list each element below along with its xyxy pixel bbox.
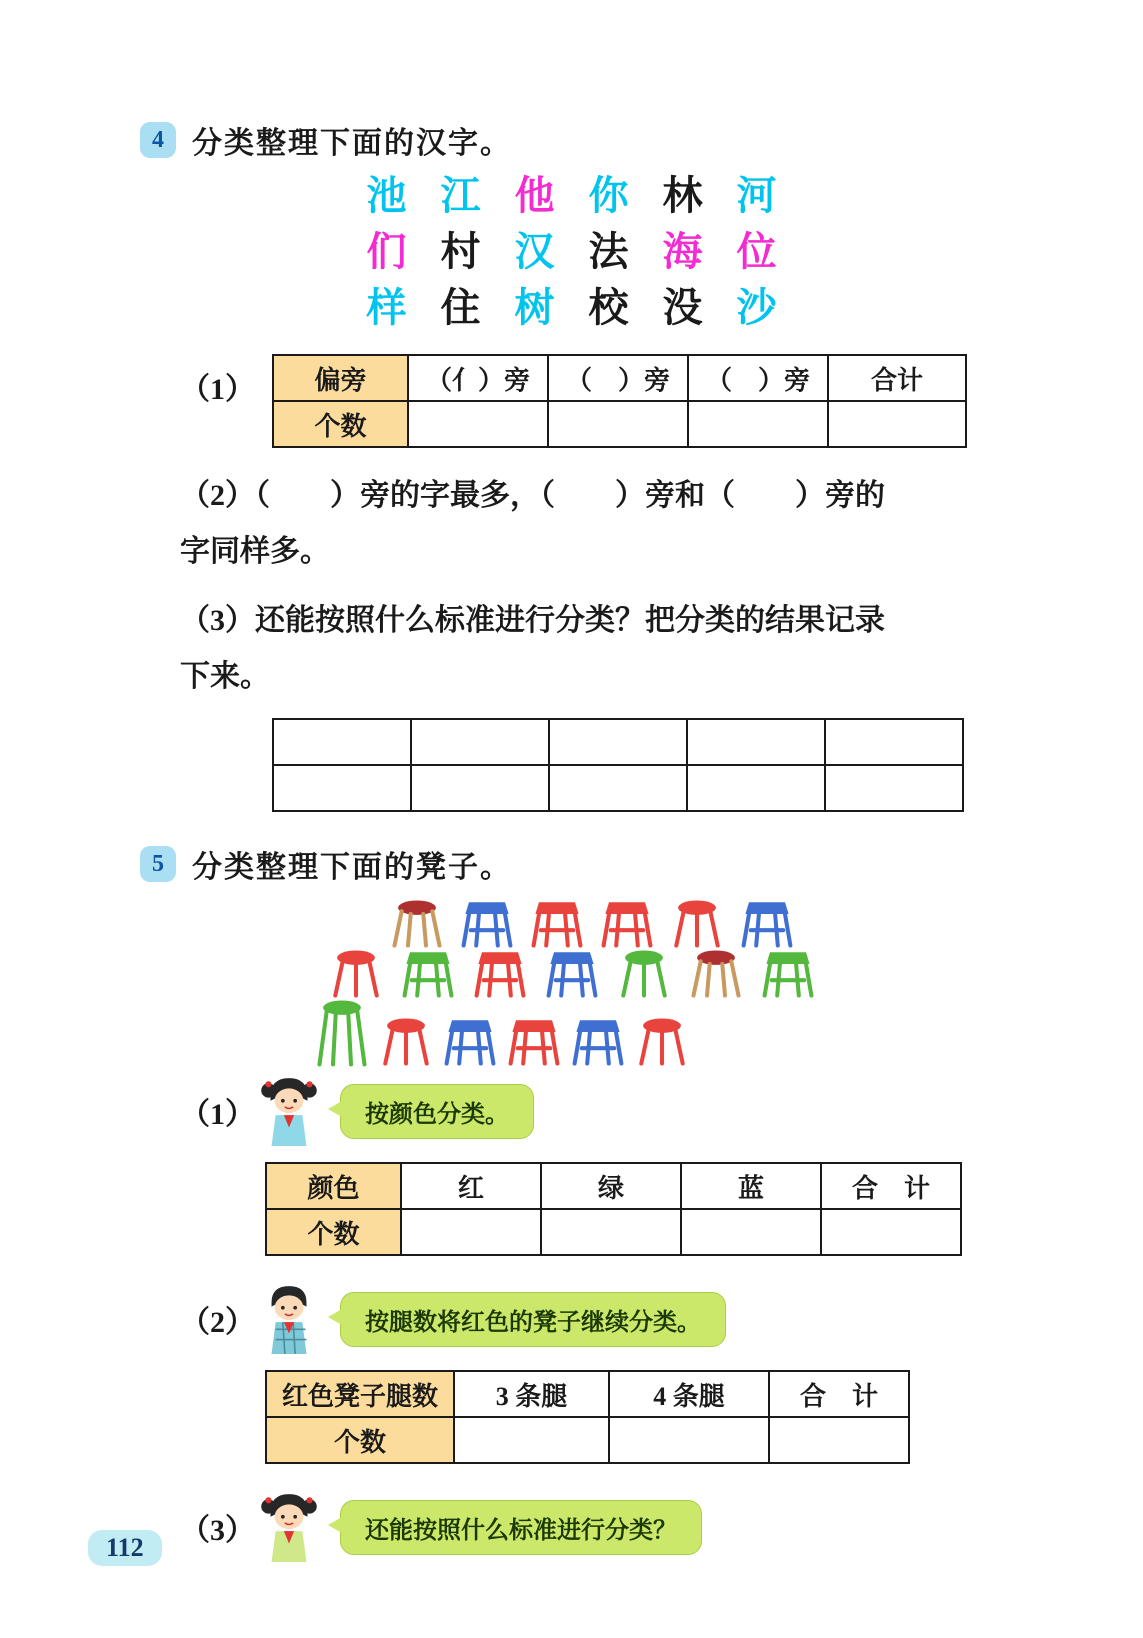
tan-stool-4-legs [689, 946, 743, 1000]
green-stool-4-legs [315, 996, 369, 1068]
table-empty-cell [609, 1417, 769, 1463]
table-header-cell: 合 计 [769, 1371, 909, 1417]
table-empty-cell [548, 401, 688, 447]
red-stool-4-legs [600, 896, 654, 950]
stool-row [70, 996, 933, 1068]
character-row [140, 172, 1003, 220]
q4-part2-line2: 字同样多。 [180, 534, 330, 568]
character: 没 [662, 285, 703, 330]
green-stool-3-legs [617, 946, 671, 1000]
q5-part1-label: （1） [180, 1098, 255, 1131]
blue-stool-4-legs [571, 1014, 625, 1068]
boy-avatar [258, 1282, 320, 1356]
table-header-cell: 合计 [828, 355, 966, 401]
question-5-title: 分类整理下面的凳子。 [192, 851, 512, 884]
blank-cell [411, 719, 549, 765]
table-empty-cell [828, 401, 966, 447]
question-5-header [140, 842, 1003, 886]
table-row-label: 个数 [266, 1209, 401, 1255]
table-header-cell: 3 条腿 [454, 1371, 609, 1417]
table-row-label: 个数 [266, 1417, 454, 1463]
table-empty-cell [401, 1209, 541, 1255]
blue-stool-4-legs [460, 896, 514, 950]
character: 沙 [736, 285, 777, 330]
table-empty-cell [408, 401, 548, 447]
blank-cell [825, 719, 963, 765]
table-empty-cell [821, 1209, 961, 1255]
character: 林 [662, 173, 703, 218]
question-5-badge: 5 [140, 846, 176, 882]
table-header-cell: 绿 [541, 1163, 681, 1209]
stool-row [140, 946, 1003, 1000]
character: 你 [588, 173, 629, 218]
table-header-cell: 4 条腿 [609, 1371, 769, 1417]
table-header-cell: 偏旁 [273, 355, 408, 401]
character: 位 [736, 229, 777, 274]
blue-stool-4-legs [740, 896, 794, 950]
q4-part2-line1: （ ）旁的字最多，（ ）旁和（ ）旁的 [255, 479, 885, 512]
character: 池 [366, 173, 407, 218]
tan-stool-4-legs [390, 896, 444, 950]
question-4-title: 分类整理下面的汉字。 [192, 127, 512, 160]
legs-table [265, 1370, 1003, 1464]
stool-illustration [140, 896, 1003, 1068]
girl-avatar [258, 1074, 320, 1148]
blank-cell [687, 719, 825, 765]
question-4-badge: 4 [140, 122, 176, 158]
blank-cell [549, 719, 687, 765]
table-header-cell: （ ）旁 [548, 355, 688, 401]
table-header-cell: （亻）旁 [408, 355, 548, 401]
red-stool-4-legs [507, 1014, 561, 1068]
q5-part3-row [180, 1490, 1003, 1564]
table-empty-cell [769, 1417, 909, 1463]
red-stool-4-legs [473, 946, 527, 1000]
q5-part1-row [180, 1074, 1003, 1148]
q4-part3-label: （3） [180, 604, 255, 637]
character: 树 [514, 285, 555, 330]
blue-stool-4-legs [443, 1014, 497, 1068]
q4-part2-text [180, 468, 1003, 579]
q4-part1 [180, 354, 1003, 448]
table-header-cell: 蓝 [681, 1163, 821, 1209]
character: 江 [440, 173, 481, 218]
character: 住 [440, 285, 481, 330]
page-number: 112 [88, 1530, 162, 1566]
question-4-header [140, 118, 1003, 162]
table-header-cell: （ ）旁 [688, 355, 828, 401]
blank-classification-table [272, 718, 1003, 812]
q5-part2-bubble: 按腿数将红色的凳子继续分类。 [340, 1292, 726, 1347]
table-header-cell: 颜色 [266, 1163, 401, 1209]
red-stool-3-legs [635, 1014, 689, 1068]
character: 校 [588, 285, 629, 330]
table-row-label: 个数 [273, 401, 408, 447]
q5-part1-bubble: 按颜色分类。 [340, 1084, 534, 1139]
character: 法 [588, 229, 629, 274]
q4-part3-text [180, 593, 1003, 704]
blank-cell [549, 765, 687, 811]
blank-cell [687, 765, 825, 811]
table-empty-cell [541, 1209, 681, 1255]
blank-cell [273, 765, 411, 811]
table-empty-cell [681, 1209, 821, 1255]
character-row [140, 284, 1003, 332]
character: 们 [366, 229, 407, 274]
q4-part3-line2: 下来。 [180, 659, 270, 693]
radical-table [272, 354, 967, 448]
green-stool-4-legs [761, 946, 815, 1000]
q4-part3-line1: 还能按照什么标准进行分类？把分类的结果记录 [255, 604, 885, 637]
red-stool-4-legs [530, 896, 584, 950]
character-row [140, 228, 1003, 276]
green-stool-4-legs [401, 946, 455, 1000]
table-header-cell: 合 计 [821, 1163, 961, 1209]
table-empty-cell [688, 401, 828, 447]
red-stool-3-legs [329, 946, 383, 1000]
character: 河 [736, 173, 777, 218]
red-stool-3-legs [379, 1014, 433, 1068]
blank-cell [825, 765, 963, 811]
table-empty-cell [454, 1417, 609, 1463]
character: 样 [366, 285, 407, 330]
q5-part3-label: （3） [180, 1514, 255, 1547]
stool-row [160, 896, 1023, 950]
character: 村 [440, 229, 481, 274]
q4-part2-label: （2） [180, 479, 255, 512]
q5-part3-bubble: 还能按照什么标准进行分类？ [340, 1500, 702, 1555]
character: 海 [662, 229, 703, 274]
q5-part2-row [180, 1282, 1003, 1356]
red-stool-3-legs [670, 896, 724, 950]
blank-cell [411, 765, 549, 811]
color-table [265, 1162, 1003, 1256]
character-grid [140, 172, 1003, 332]
q5-part2-label: （2） [180, 1306, 255, 1339]
blue-stool-4-legs [545, 946, 599, 1000]
character: 他 [514, 173, 555, 218]
blank-cell [273, 719, 411, 765]
character: 汉 [514, 229, 555, 274]
table-header-cell: 红 [401, 1163, 541, 1209]
table-header-cell: 红色凳子腿数 [266, 1371, 454, 1417]
q4-part1-label: （1） [180, 373, 255, 406]
girl-avatar-2 [258, 1490, 320, 1564]
